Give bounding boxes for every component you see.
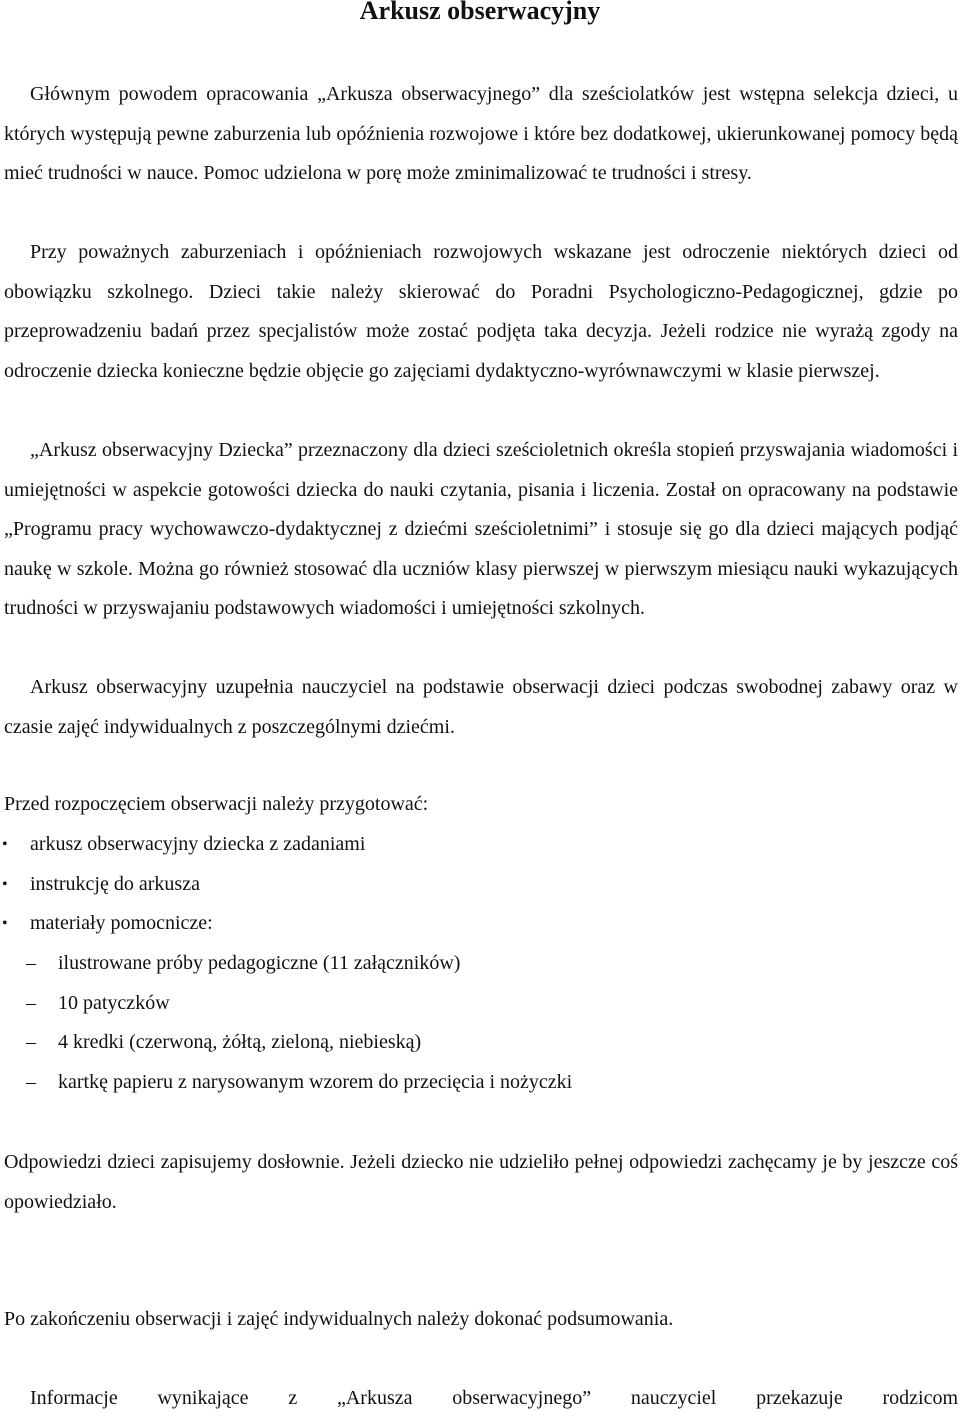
list-item-label: instrukcję do arkusza	[30, 872, 200, 895]
list-item-label: materiały pomocnicze:	[30, 912, 213, 934]
list-item	[0, 944, 572, 984]
bullet-marker: •	[2, 875, 8, 893]
list-item-label: 4 kredki (czerwoną, żółtą, zieloną, niebieską)	[58, 1031, 422, 1053]
dash-marker: –	[26, 1070, 36, 1093]
list-item	[0, 865, 365, 905]
list-item-label: arkusz obserwacyjny dziecka z zadaniami	[30, 833, 366, 855]
list-item-label: ilustrowane próby pedagogiczne (11 załączników)	[58, 952, 461, 974]
answers-paragraph: Odpowiedzi dzieci zapisujemy dosłownie. Jeżeli dziecko nie udzieliło pełnej odpowiedzi zachęcamy je by jeszcze coś opowiedziało.	[4, 1151, 958, 1213]
list-item-label: kartkę papieru z narysowanym wzorem do przecięcia i nożyczki	[58, 1070, 573, 1093]
dash-marker: –	[26, 952, 36, 974]
dash-marker: –	[26, 991, 36, 1014]
purpose-paragraph: „Arkusz obserwacyjny Dziecka” przeznaczony dla dzieci sześcioletnich określa stopień przyswajania wiadomości i umiejętności w aspekcie gotowości dziecka do nauki czytania, pisania i liczenia. Został on opracowany na podstawie „Programu pracy wychowawczo-dydaktycznej z dziećmi sześcioletnimi” i stosuje się go dla dzieci mających podjąć naukę w szkole. Można go również stosować dla uczniów klasy pierwszej w pierwszym miesiącu nauki wykazujących trudności w przyswajaniu podstawowych wiadomości i umiejętności szkolnych.	[4, 439, 958, 619]
list-item	[0, 984, 572, 1024]
dash-marker: –	[26, 1031, 36, 1053]
preparation-heading: Przed rozpoczęciem obserwacji należy przygotować:	[4, 793, 429, 815]
list-item	[0, 825, 365, 865]
list-item	[0, 1023, 572, 1063]
bullet-marker: •	[2, 836, 8, 853]
page-title: Arkusz obserwacyjny	[359, 0, 601, 25]
list-item	[0, 904, 365, 944]
list-item-label: 10 patyczków	[58, 991, 170, 1014]
intro-paragraph: Głównym powodem opracowania „Arkusza obserwacyjnego” dla sześciolatków jest wstępna selekcja dzieci, u których występują pewne zaburzenia lub opóźnienia rozwojowe i które bez dodatkowej, ukierunkowanej pomocy będą mieć trudności w nauce. Pomoc udzielona w porę może zminimalizować te trudności i stresy.	[4, 83, 958, 184]
aids-list	[0, 944, 572, 1102]
teacher-paragraph: Arkusz obserwacyjny uzupełnia nauczyciel na podstawie obserwacji dzieci podczas swobodnej zabawy oraz w czasie zajęć indywidualnych z poszczególnymi dziećmi.	[4, 676, 958, 738]
parents-paragraph: Informacje wynikające z „Arkusza obserwacyjnego” nauczyciel przekazuje rodzicom	[30, 1387, 958, 1409]
deferral-paragraph: Przy poważnych zaburzeniach i opóźnieniach rozwojowych wskazane jest odroczenie niektórych dzieci od obowiązku szkolnego. Dzieci takie należy skierować do Poradni Psychologiczno-Pedagogicznej, gdzie po przeprowadzeniu badań przez specjalistów może zostać podjęta taka decyzja. Jeżeli rodzice nie wyrażą zgody na odroczenie dziecka konieczne będzie objęcie go zajęciami dydaktyczno-wyrównawczymi w klasie pierwszej.	[4, 241, 958, 382]
summary-paragraph: Po zakończeniu obserwacji i zajęć indywidualnych należy dokonać podsumowania.	[4, 1308, 674, 1330]
list-item	[0, 1063, 572, 1103]
materials-list	[0, 825, 365, 944]
bullet-marker: •	[2, 915, 8, 932]
